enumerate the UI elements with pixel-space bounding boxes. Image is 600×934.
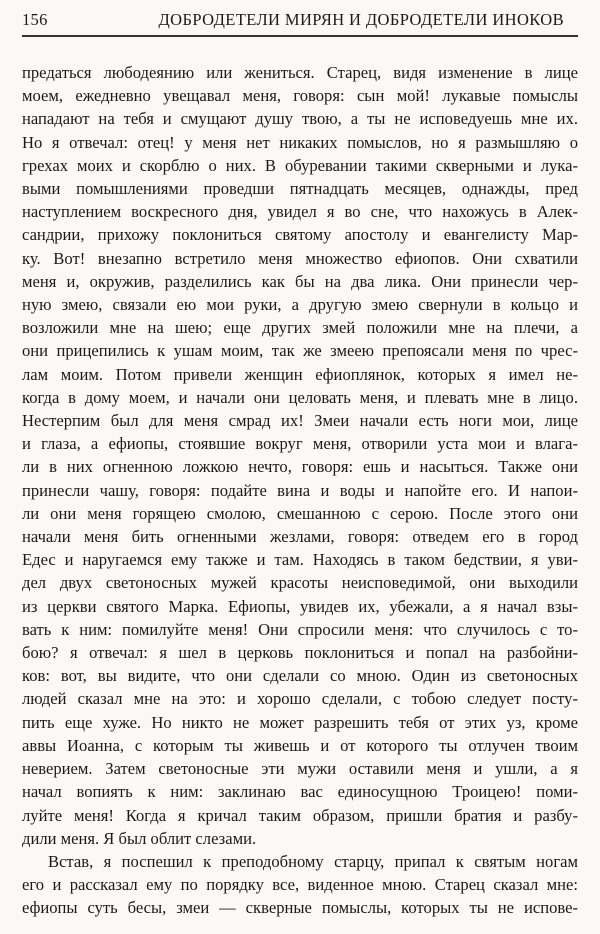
text-line: предаться любодеянию или жениться. Старец, видя изменение в лице xyxy=(22,63,578,82)
text-line: когда в дому моем, и начали они целовать меня, и плевать мне в лицо. xyxy=(22,387,578,407)
text-line: ефиопы суть бесы, змеи — скверные помыслы, которых ты не испове- xyxy=(22,898,578,918)
text-line: его и рассказал ему по порядку все, виденное мною. Старец сказал мне: xyxy=(22,875,578,895)
paragraph xyxy=(22,61,578,850)
text-line: вать к ним: помилуйте меня! Они спросили меня: что случилось с то- xyxy=(22,619,578,639)
text-line: людей сказал мне на это: и хорошо сделали, с тобою следует посту- xyxy=(22,689,578,709)
text-line: лам моим. Потом привели женщин ефиоплянок, которых я имел не- xyxy=(22,364,578,384)
text-line: Нестерпим был для меня смрад их! Змеи начали есть ноги мои, лице xyxy=(22,411,578,431)
text-line: нападают на тебя и смущают душу твою, а ты не исповедуешь мне их. xyxy=(22,109,578,129)
paragraph xyxy=(22,850,578,920)
text-line: Но я отвечал: отец! у меня нет никаких помыслов, но я размышляю о xyxy=(22,132,578,152)
text-line: ку. Вот! внезапно встретило меня множество ефиопов. Они схватили xyxy=(22,248,578,268)
text-line: возложили мне на шею; еще других змей положили мне на плечи, а xyxy=(22,318,578,338)
header-rule xyxy=(22,35,578,37)
text-line: начал вопиять к ним: заклинаю вас единосущною Троицею! поми- xyxy=(22,782,578,802)
text-line: меня и, окружив, разделились как бы на два лика. Они принесли чер- xyxy=(22,271,578,291)
text-line: Встав, я поспешил к преподобному старцу, припал к святым ногам xyxy=(48,851,578,871)
text-line: аввы Иоанна, с которым ты живешь и от которого ты отлучен твоим xyxy=(22,735,578,755)
text-line: ную змею, связали ею мои руки, а другую змею свернули в кольцо и xyxy=(22,295,578,315)
text-line: грехах моих и скорблю о них. В обуревании такими скверными и лука- xyxy=(22,155,578,175)
text-line: ли в них огненною ложкою нечто, говоря: ешь и насыться. Также они xyxy=(22,457,578,477)
text-line: моем, ежедневно увещавал меня, говоря: сын мой! лукавые помыслы xyxy=(22,86,578,106)
text-line: выми помышлениями проведши пятнадцать месяцев, однажды, пред xyxy=(22,179,578,199)
text-line: ков: вот, вы видите, что они сделали со мною. Один из светоносных xyxy=(22,666,578,686)
text-line: пить еще хуже. Но никто не может разрешить тебя от этих уз, кроме xyxy=(22,712,578,732)
text-line: дел двух светоносных мужей красоты неисповедимой, они выходили xyxy=(22,573,578,593)
text-line: наступлением воскресного дня, увидел я во сне, что нахожусь в Алек- xyxy=(22,202,578,222)
text-line: они прицепились к ушам моим, так же змеею препоясали меня по чрес- xyxy=(22,341,578,361)
text-line: бою? я отвечал: я шел в церковь поклониться и попал на разбойни- xyxy=(22,643,578,663)
text-line: ли они меня горящею смолою, смешанною с серою. После этого они xyxy=(22,503,578,523)
text-line: начали меня бить огненными жезлами, говоря: отведем его в город xyxy=(22,527,578,547)
text-line: неверием. Затем светоносные эти мужи оставили меня и ушли, а я xyxy=(22,759,578,779)
text-line: дили меня. Я был облит слезами. xyxy=(22,828,257,848)
text-line: сандрии, прихожу поклониться святому апостолу и евангелисту Мар- xyxy=(22,225,578,245)
text-line: Едес и наругаемся ему также и там. Находясь в таком бедствии, я уви- xyxy=(22,550,578,570)
text-line: и глаза, а ефиопы, стоявшие вокруг меня, отворили уста мои и влага- xyxy=(22,434,578,454)
text-line: из церкви святого Марка. Ефиопы, увидев их, убежали, а я начал взы- xyxy=(22,596,578,616)
running-title: ДОБРОДЕТЕЛИ МИРЯН И ДОБРОДЕТЕЛИ ИНОКОВ xyxy=(158,10,564,29)
text-line: принесли чашу, говоря: подайте вина и воды и напойте его. И напои- xyxy=(22,480,578,500)
page-body xyxy=(22,61,578,920)
page-header xyxy=(0,0,600,34)
page-number: 156 xyxy=(22,10,48,29)
text-line: луйте меня! Когда я кричал таким образом, пришли братия и разбу- xyxy=(22,805,578,825)
